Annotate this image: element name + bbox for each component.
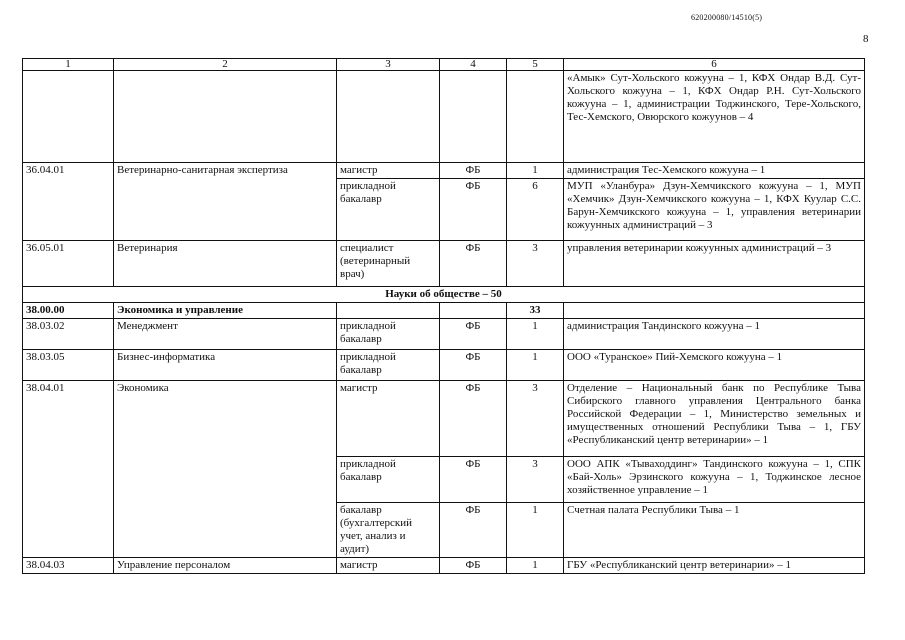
employers-cell: ГБУ «Республиканский центр ветеринарии» – 1 xyxy=(564,558,865,574)
table-row xyxy=(23,241,865,287)
education-level: бакалавр (бухгалтерский учет, анализ и аудит) xyxy=(337,503,440,558)
funding-source: ФБ xyxy=(440,381,507,457)
column-number-row xyxy=(23,59,865,71)
specialty-name: Ветеринария xyxy=(114,241,337,287)
specialty-name: Ветеринарно-санитарная экспертиза xyxy=(114,163,337,241)
funding-source: ФБ xyxy=(440,319,507,350)
employers-cell: ООО «Туранское» Пий-Хемского кожууна – 1 xyxy=(564,350,865,381)
table-row xyxy=(23,163,865,179)
column-number: 2 xyxy=(114,59,337,71)
specialty-code: 36.05.01 xyxy=(23,241,114,287)
group-name: Экономика и управление xyxy=(114,303,337,319)
table-row xyxy=(23,558,865,574)
education-level: прикладной бакалавр xyxy=(337,457,440,503)
employers-cell: администрация Тес-Хемского кожууна – 1 xyxy=(564,163,865,179)
group-row xyxy=(23,303,865,319)
document-id: 620200080/14510(5) xyxy=(691,13,763,22)
employers-cell: Счетная палата Республики Тыва – 1 xyxy=(564,503,865,558)
education-level: магистр xyxy=(337,558,440,574)
quota-count: 6 xyxy=(507,179,564,241)
funding-source: ФБ xyxy=(440,350,507,381)
employers-cell: ООО АПК «Тываходдинг» Тандинского кожууна – 1, СПК «Бай-Холь» Эрзинского кожууна – 1, Тоджинское лесное хозяйственное управление – 1 xyxy=(564,457,865,503)
funding-source: ФБ xyxy=(440,457,507,503)
quota-count: 3 xyxy=(507,381,564,457)
column-number: 4 xyxy=(440,59,507,71)
quota-count: 1 xyxy=(507,350,564,381)
column-number: 6 xyxy=(564,59,865,71)
employers-cell: МУП «Уланбура» Дзун-Хемчикского кожууна – 1, МУП «Хемчик» Дзун-Хемчикского кожууна – 1, КФХ Куулар С.С. Барун-Хемчикского кожууна – 1, управления ветеринарии кожуунных администраций – 3 xyxy=(564,179,865,241)
section-row xyxy=(23,287,865,303)
quota-count: 1 xyxy=(507,319,564,350)
group-count: 33 xyxy=(507,303,564,319)
section-title: Науки об обществе – 50 xyxy=(23,287,865,303)
education-level: прикладной бакалавр xyxy=(337,350,440,381)
quota-count: 3 xyxy=(507,457,564,503)
table-row xyxy=(23,350,865,381)
employers-cell: администрация Тандинского кожууна – 1 xyxy=(564,319,865,350)
quota-count: 3 xyxy=(507,241,564,287)
table-row xyxy=(23,319,865,350)
specialty-code: 38.03.02 xyxy=(23,319,114,350)
quota-table xyxy=(22,58,865,574)
column-number: 3 xyxy=(337,59,440,71)
specialty-code: 36.04.01 xyxy=(23,163,114,241)
specialty-name: Бизнес-информатика xyxy=(114,350,337,381)
specialty-name: Экономика xyxy=(114,381,337,558)
funding-source: ФБ xyxy=(440,241,507,287)
employers-cell: Отделение – Национальный банк по Республике Тыва Сибирского главного управления Центрального банка Российской Федерации – 1, Министерство земельных и имущественных отношений Республики Тыва – 1, ГБУ «Республиканский центр ветеринарии» – 1 xyxy=(564,381,865,457)
specialty-code: 38.04.03 xyxy=(23,558,114,574)
table-row xyxy=(23,71,865,163)
quota-count: 1 xyxy=(507,558,564,574)
specialty-name: Управление персоналом xyxy=(114,558,337,574)
quota-count: 1 xyxy=(507,503,564,558)
funding-source: ФБ xyxy=(440,503,507,558)
column-number: 1 xyxy=(23,59,114,71)
table-row xyxy=(23,381,865,457)
funding-source: ФБ xyxy=(440,179,507,241)
funding-source: ФБ xyxy=(440,558,507,574)
education-level: магистр xyxy=(337,381,440,457)
employers-cell: управления ветеринарии кожуунных администраций – 3 xyxy=(564,241,865,287)
education-level: специалист (ветеринарный врач) xyxy=(337,241,440,287)
education-level: прикладной бакалавр xyxy=(337,179,440,241)
specialty-name: Менеджмент xyxy=(114,319,337,350)
group-code: 38.00.00 xyxy=(23,303,114,319)
specialty-code: 38.04.01 xyxy=(23,381,114,558)
employers-cell: «Амык» Сут-Хольского кожууна – 1, КФХ Ондар В.Д. Сут-Хольского кожууна – 1, КФХ Ондар Р.Н. Сут-Хольского кожууна – 1, администрации Тоджинского, Тере-Хольского, Тес-Хемского, Овюрского кожуунов – 4 xyxy=(564,71,865,163)
specialty-code: 38.03.05 xyxy=(23,350,114,381)
column-number: 5 xyxy=(507,59,564,71)
education-level: прикладной бакалавр xyxy=(337,319,440,350)
funding-source: ФБ xyxy=(440,163,507,179)
page-number: 8 xyxy=(863,33,869,45)
quota-count: 1 xyxy=(507,163,564,179)
education-level: магистр xyxy=(337,163,440,179)
